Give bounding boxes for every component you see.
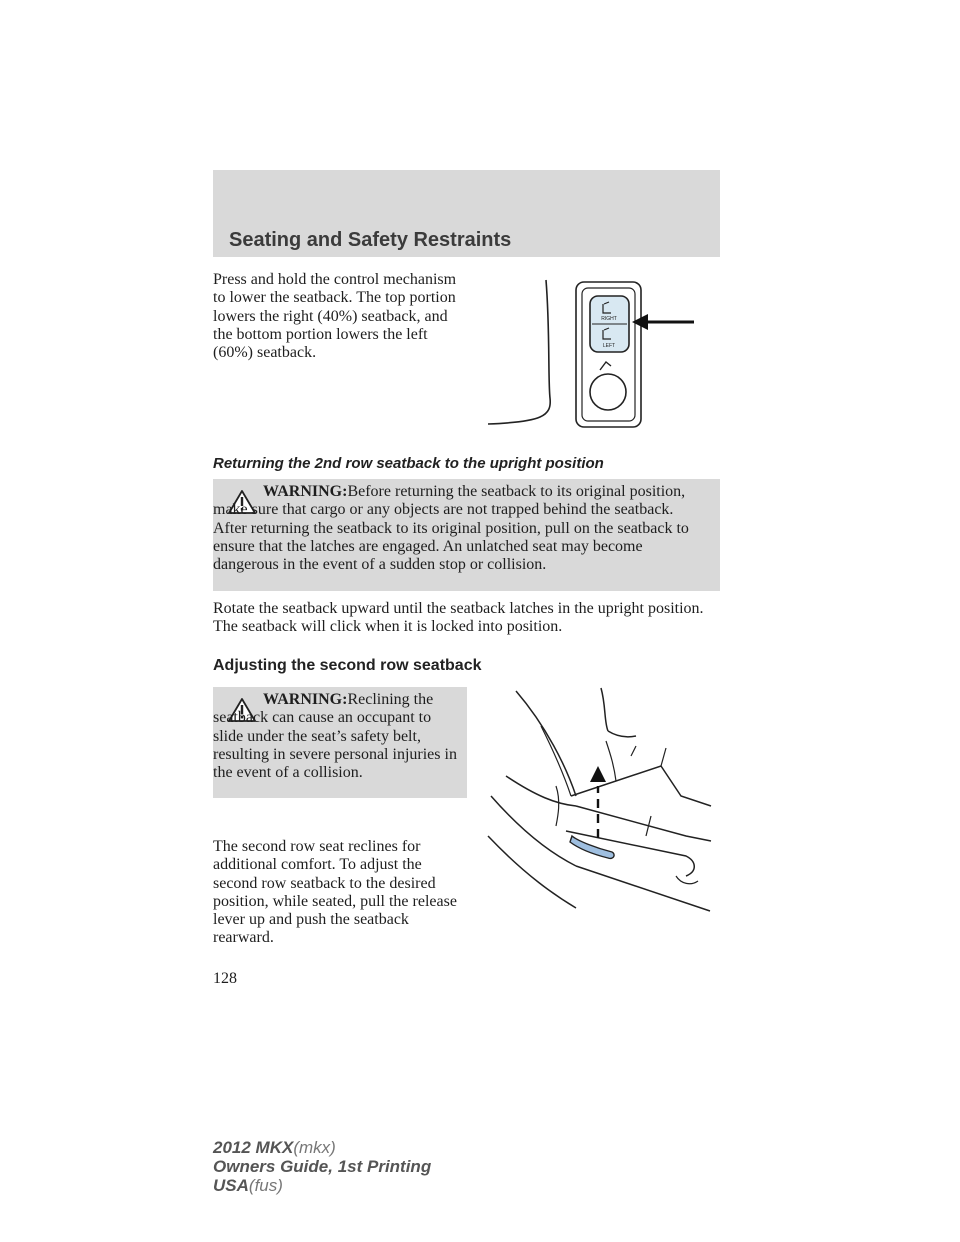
right-switch-label: RIGHT [601,316,617,322]
warning-label: WARNING: [263,691,348,708]
paragraph-lower-seatback: Press and hold the control mechanism to lower the seatback. The top portion lowers the right (40%) seatback, and the bottom portion lowers the left (60%) seatback. [213,271,457,362]
seat-recline-illustration [486,686,720,932]
warning-text-recline [213,691,463,782]
paragraph-rotate-seatback: Rotate the seatback upward until the seatback latches in the upright position. The seatback will click when it is locked into position. [213,600,704,636]
footer-line-printing: Owners Guide, 1st Printing [213,1157,432,1176]
seatback-control-illustration [486,270,706,430]
footer-model-code: (mkx) [293,1138,336,1157]
page-number: 128 [213,970,237,987]
warning-box-return [213,479,720,591]
section-title: Seating and Safety Restraints [229,229,512,251]
warning-text-return [213,483,709,574]
footer [213,1138,431,1195]
warning-body: Before returning the seatback to its original position, make sure that cargo or any objects are not trapped behind the seatback. After returning the seatback to its original position, pull on the seatback to ensure that the latches are engaged. An unlatched seat may become dangerous in the event of a sudden stop or collision. [213,483,689,574]
footer-region: USA [213,1176,249,1195]
warning-box-recline [213,687,467,798]
subheading-adjust-seatback: Adjusting the second row seatback [213,657,482,674]
footer-region-code: (fus) [248,1176,283,1195]
left-switch-label: LEFT [602,343,616,349]
warning-label: WARNING: [263,483,348,500]
subheading-return-upright: Returning the 2nd row seatback to the upright position [213,455,604,472]
warning-body: Reclining the seatback can cause an occupant to slide under the seat’s safety belt, resulting in severe personal injuries in the event of a collision. [213,691,457,782]
footer-line-region [213,1176,431,1195]
paragraph-recline-seat: The second row seat reclines for additional comfort. To adjust the second row seatback to the desired position, while seated, pull the release lever up and push the seatback rearward. [213,838,457,947]
footer-line-model [213,1138,431,1157]
footer-model: 2012 MKX [213,1138,294,1157]
